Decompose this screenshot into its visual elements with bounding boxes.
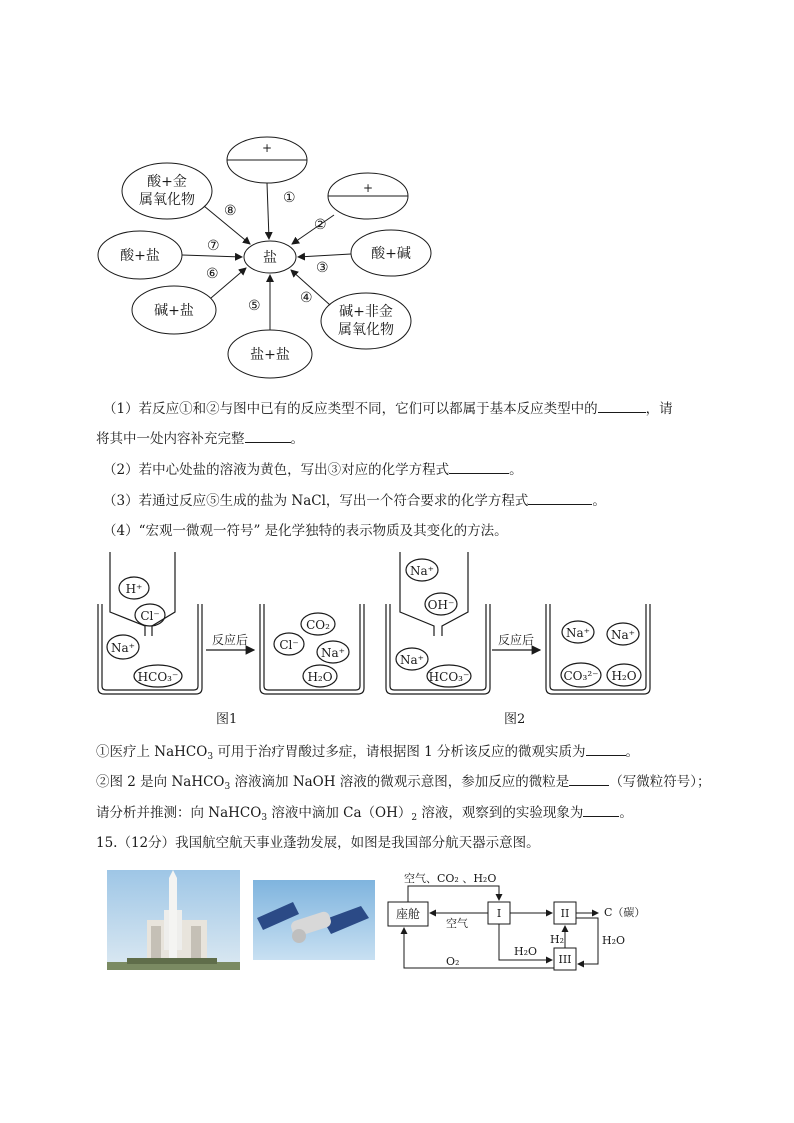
figure-1-label: 图1 — [216, 712, 238, 727]
svg-text:Na⁺: Na⁺ — [400, 653, 424, 667]
svg-text:属氧化物: 属氧化物 — [338, 322, 394, 338]
micro-figures — [90, 552, 660, 730]
svg-text:HCO₃⁻: HCO₃⁻ — [137, 670, 179, 684]
sub-question-3: 请分析并推测：向 NaHCO$_3$ 溶液中滴加 $Ca(OH)_2$ 溶液，观察到的实验现象为 。 — [96, 802, 633, 828]
svg-text:盐+盐: 盐+盐 — [250, 347, 290, 363]
svg-text:④: ④ — [300, 290, 313, 306]
svg-text:H₂O: H₂O — [307, 670, 333, 684]
svg-text:I: I — [496, 907, 502, 920]
svg-text:⑥: ⑥ — [206, 266, 219, 282]
space-station-photo — [253, 880, 375, 960]
svg-text:+: + — [261, 141, 273, 155]
svg-text:空气: 空气 — [446, 917, 468, 930]
svg-text:酸+盐: 酸+盐 — [120, 248, 160, 264]
figure-2-label: 图2 — [504, 712, 526, 727]
answer-blank[interactable] — [245, 428, 291, 443]
answer-blank[interactable] — [598, 398, 646, 413]
question-1-line2: 将其中一处内容补充完整 。 — [96, 428, 304, 449]
svg-text:Cl⁻: Cl⁻ — [140, 609, 160, 623]
svg-text:酸+碱: 酸+碱 — [371, 246, 411, 262]
sub-question-2: ②图 2 是向 NaHCO$_3$ 溶液滴加 NaOH 溶液的微观示意图，参加反应的微粒是 （写微粒符号）； — [96, 771, 711, 797]
svg-text:H₂O: H₂O — [602, 934, 626, 947]
svg-text:反应后: 反应后 — [497, 633, 535, 647]
svg-text:碱+非金: 碱+非金 — [339, 304, 393, 320]
svg-text:②: ② — [314, 217, 327, 233]
question-2: （2）若中心处盐的溶液为黄色，写出③对应的化学方程式 。 — [103, 459, 523, 480]
svg-text:①: ① — [283, 190, 296, 206]
svg-text:Na⁺: Na⁺ — [566, 626, 590, 640]
svg-text:+: + — [362, 181, 374, 195]
question-3: （3）若通过反应⑤生成的盐为 NaCl，写出一个符合要求的化学方程式 。 — [103, 490, 606, 511]
sub-question-1: ①医疗上 NaHCO$_3$ 可用于治疗胃酸过多症，请根据图 1 分析该反应的微观实质为 。 — [96, 741, 639, 767]
svg-text:H₂O: H₂O — [611, 669, 637, 683]
flow-diagram — [386, 868, 656, 974]
svg-text:碱+盐: 碱+盐 — [154, 303, 194, 319]
svg-text:C（碳）: C（碳） — [604, 906, 646, 919]
svg-text:酸+金: 酸+金 — [147, 174, 187, 190]
answer-blank[interactable] — [586, 741, 626, 756]
svg-text:CO₂: CO₂ — [306, 618, 330, 632]
svg-text:H₂: H₂ — [550, 933, 565, 946]
svg-text:Na⁺: Na⁺ — [611, 628, 635, 642]
svg-text:⑤: ⑤ — [248, 298, 261, 314]
svg-text:HCO₃⁻: HCO₃⁻ — [428, 670, 470, 684]
svg-text:空气、CO₂ 、H₂O: 空气、CO₂ 、H₂O — [404, 872, 497, 885]
answer-blank[interactable] — [583, 802, 619, 817]
svg-text:H⁺: H⁺ — [125, 582, 143, 596]
svg-text:Na⁺: Na⁺ — [410, 564, 434, 578]
svg-text:III: III — [558, 953, 572, 966]
salt-reaction-diagram — [90, 120, 450, 380]
question-4: （4）“宏观一微观一符号” 是化学独特的表示物质及其变化的方法。 — [103, 523, 508, 539]
svg-text:H₂O: H₂O — [514, 945, 538, 958]
node-4 — [321, 293, 411, 349]
center-label: 盐 — [263, 250, 277, 266]
svg-text:Na⁺: Na⁺ — [321, 646, 345, 660]
svg-text:⑧: ⑧ — [224, 203, 237, 219]
svg-text:Na⁺: Na⁺ — [111, 641, 135, 655]
answer-blank[interactable] — [449, 459, 509, 474]
node-8 — [122, 163, 212, 219]
svg-text:CO₃²⁻: CO₃²⁻ — [563, 669, 599, 683]
svg-text:Cl⁻: Cl⁻ — [279, 638, 299, 652]
answer-blank[interactable] — [528, 490, 592, 505]
question-1-line1: （1）若反应①和②与图中已有的反应类型不同，它们可以都属于基本反应类型中的 ，请 — [103, 398, 673, 419]
svg-text:属氧化物: 属氧化物 — [139, 192, 195, 208]
svg-text:OH⁻: OH⁻ — [427, 598, 455, 612]
svg-text:反应后: 反应后 — [211, 633, 249, 647]
answer-blank[interactable] — [569, 771, 609, 786]
question-15: 15.（12分）我国航空航天事业蓬勃发展，如图是我国部分航天器示意图。 — [96, 835, 540, 851]
svg-text:⑦: ⑦ — [207, 238, 220, 254]
svg-text:③: ③ — [316, 260, 329, 276]
svg-text:II: II — [560, 907, 570, 920]
svg-text:座舱: 座舱 — [395, 907, 421, 921]
svg-text:O₂: O₂ — [446, 955, 460, 968]
rocket-launch-photo — [107, 870, 240, 970]
